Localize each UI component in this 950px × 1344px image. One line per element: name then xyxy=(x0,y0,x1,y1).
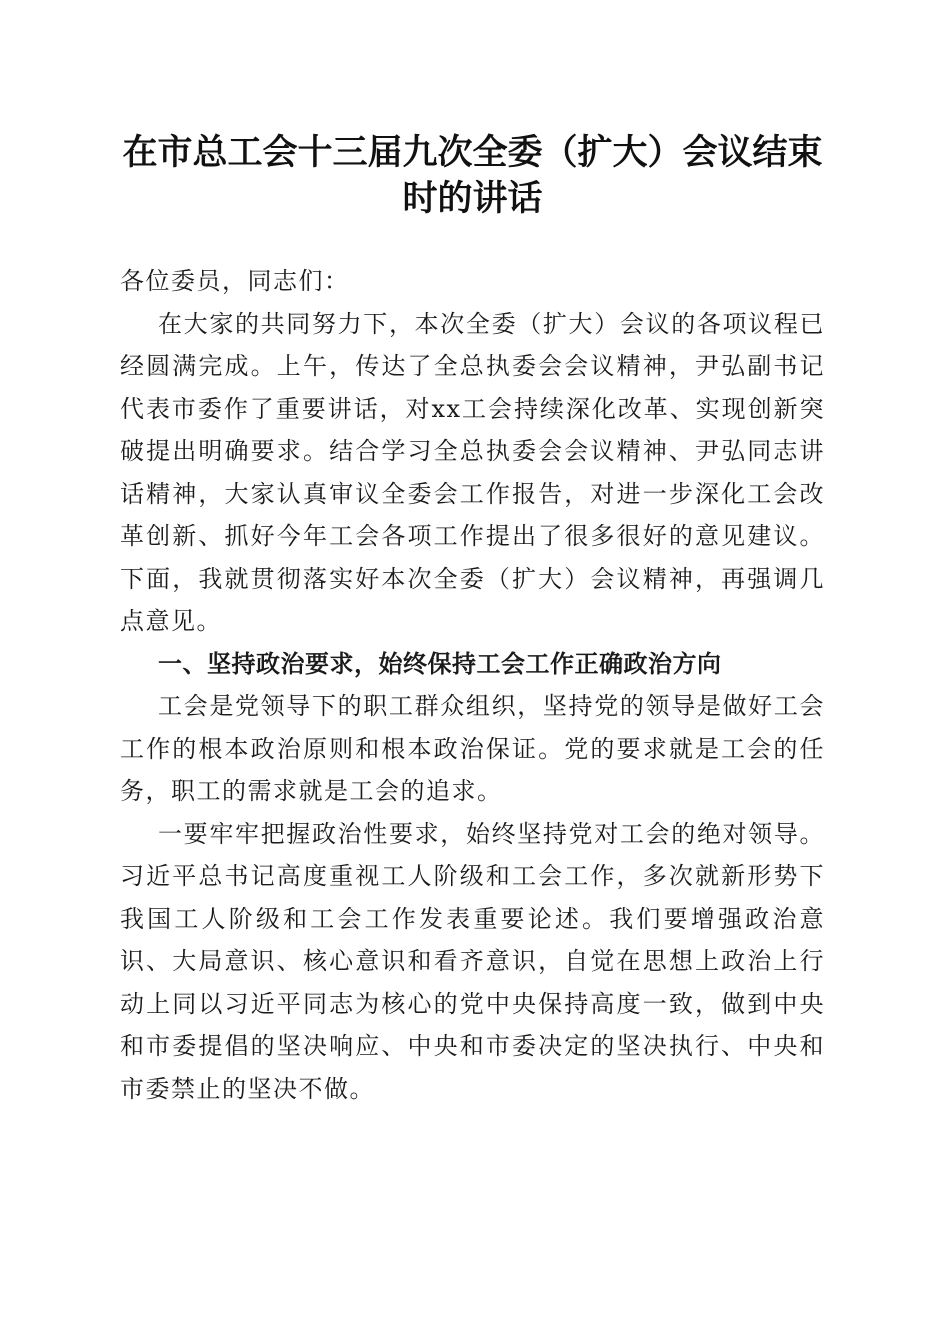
salutation: 各位委员，同志们： xyxy=(120,267,350,295)
title-line-1: 在市总工会十三届九次全委（扩大）会议结束 xyxy=(122,133,823,173)
title-line-2: 时的讲话 xyxy=(402,179,543,219)
section-1-paragraph-2: 一要牢牢把握政治性要求，始终坚持党对工会的绝对领导。习近平总书记高度重视工人阶级和工会工作，多次就新形势下我国工人阶级和工会工作发表重要论述。我们要增强政治意识、大局意识、核心意识和看齐意识，自觉在思想上政治上行动上同以习近平同志为核心的党中央保持高度一致，做到中央和市委提倡的坚决响应、中央和市委决定的坚决执行、中央和市委禁止的坚决不做。 xyxy=(120,819,825,1103)
document-title xyxy=(120,130,825,222)
document-body xyxy=(120,260,825,1110)
document-page xyxy=(120,130,825,1110)
section-heading-1: 一、坚持政治要求，始终保持工会工作正确政治方向 xyxy=(158,649,722,678)
intro-paragraph: 在大家的共同努力下，本次全委（扩大）会议的各项议程已经圆满完成。上午，传达了全总执委会会议精神，尹弘副书记代表市委作了重要讲话，对xx工会持续深化改革、实现创新突破提出明确要求。结合学习全总执委会会议精神、尹弘同志讲话精神，大家认真审议全委会工作报告，对进一步深化工会改革创新、抓好今年工会各项工作提出了很多很好的意见建议。下面，我就贯彻落实好本次全委（扩大）会议精神，再强调几点意见。 xyxy=(120,309,825,635)
section-1-paragraph-1: 工会是党领导下的职工群众组织，坚持党的领导是做好工会工作的根本政治原则和根本政治保证。党的要求就是工会的任务，职工的需求就是工会的追求。 xyxy=(120,692,825,805)
